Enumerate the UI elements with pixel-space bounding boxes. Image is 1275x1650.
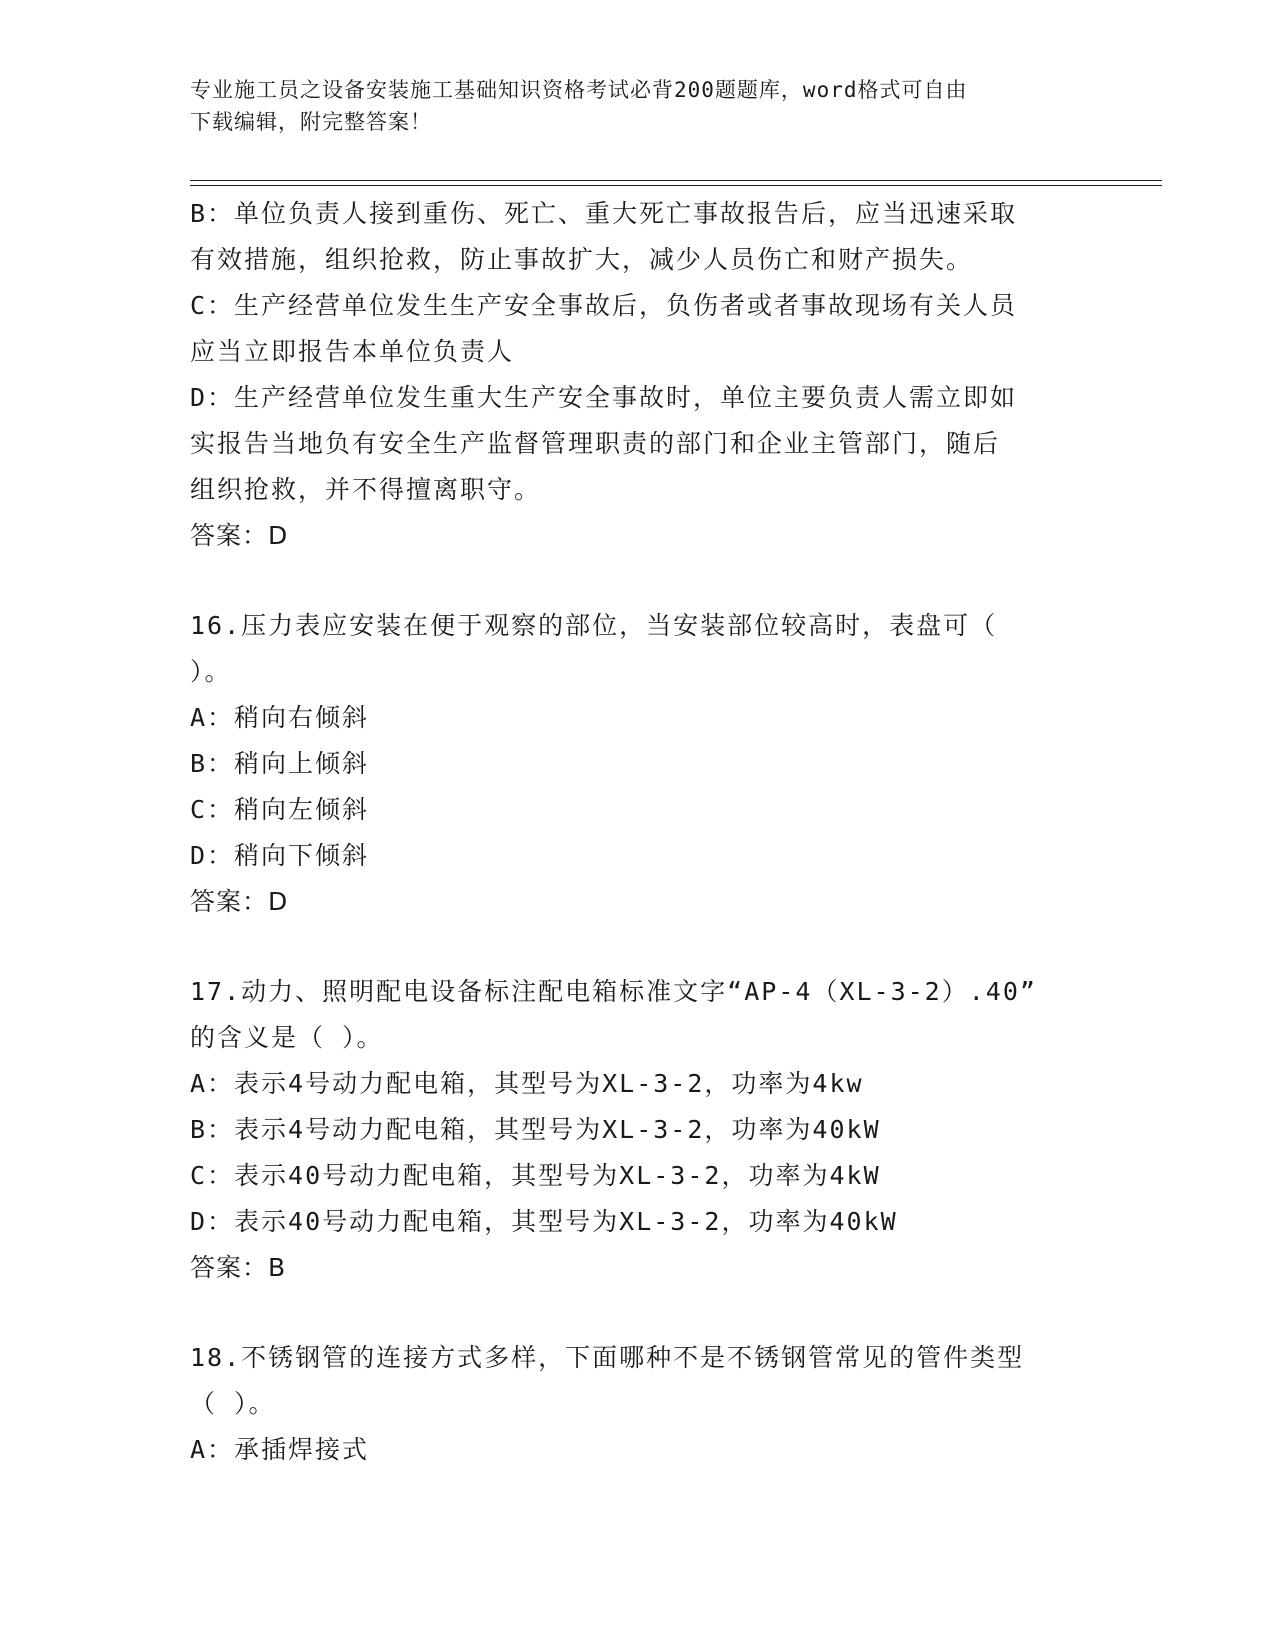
header-divider-bottom bbox=[190, 185, 1162, 186]
question-spacer bbox=[190, 925, 1090, 969]
question-stem-line-2: （ ）。 bbox=[190, 1389, 276, 1418]
option-b: B：稍向上倾斜 bbox=[190, 749, 370, 778]
header-line-2: 下载编辑，附完整答案！ bbox=[190, 110, 432, 134]
question-stem-line-1: 16.压力表应安装在便于观察的部位，当安装部位较高时，表盘可（ bbox=[190, 611, 998, 640]
option-d: D：稍向下倾斜 bbox=[190, 841, 370, 870]
question-stem-line-2: 的含义是（ ）。 bbox=[190, 1023, 384, 1052]
option-c: C：稍向左倾斜 bbox=[190, 795, 370, 824]
question-stem-line-1: 18.不锈钢管的连接方式多样，下面哪种不是不锈钢管常见的管件类型 bbox=[190, 1343, 1025, 1372]
option-a: A：稍向右倾斜 bbox=[190, 703, 370, 732]
answer-label: 答案：D bbox=[190, 887, 289, 916]
question-spacer bbox=[190, 559, 1090, 603]
header-line-1: 专业施工员之设备安装施工基础知识资格考试必背200题题库，word格式可自由 bbox=[190, 78, 968, 102]
option-a: A：承插焊接式 bbox=[190, 1435, 370, 1464]
answer-label: 答案：B bbox=[190, 1253, 287, 1282]
option-d-line-1: D：生产经营单位发生重大生产安全事故时，单位主要负责人需立即如 bbox=[190, 383, 1018, 412]
document-header bbox=[190, 74, 1070, 138]
option-b-line-2: 有效措施，组织抢救，防止事故扩大，减少人员伤亡和财产损失。 bbox=[190, 245, 974, 274]
header-divider-top bbox=[190, 180, 1162, 181]
option-d: D：表示40号动力配电箱，其型号为XL-3-2，功率为40kW bbox=[190, 1207, 898, 1236]
option-d-line-2: 实报告当地负有安全生产监督管理职责的部门和企业主管部门，随后 bbox=[190, 429, 1001, 458]
question-stem-line-1: 17.动力、照明配电设备标注配电箱标准文字“AP-4（XL-3-2）.40” bbox=[190, 977, 1037, 1006]
question-18 bbox=[190, 1335, 1090, 1473]
question-spacer bbox=[190, 1291, 1090, 1335]
question-list bbox=[190, 191, 1090, 1473]
option-c-line-1: C：生产经营单位发生生产安全事故后，负伤者或者事故现场有关人员 bbox=[190, 291, 1018, 320]
question-15-continued bbox=[190, 191, 1090, 559]
option-b: B：表示4号动力配电箱，其型号为XL-3-2，功率为40kW bbox=[190, 1115, 881, 1144]
option-d-line-3: 组织抢救，并不得擅离职守。 bbox=[190, 475, 542, 504]
option-a: A：表示4号动力配电箱，其型号为XL-3-2，功率为4kw bbox=[190, 1069, 864, 1098]
option-c: C：表示40号动力配电箱，其型号为XL-3-2，功率为4kW bbox=[190, 1161, 881, 1190]
question-17 bbox=[190, 969, 1090, 1291]
option-c-line-2: 应当立即报告本单位负责人 bbox=[190, 337, 515, 366]
question-16 bbox=[190, 603, 1090, 925]
question-stem-line-2: ）。 bbox=[190, 657, 232, 686]
answer-label: 答案：D bbox=[190, 521, 289, 550]
option-b-line-1: B：单位负责人接到重伤、死亡、重大死亡事故报告后，应当迅速采取 bbox=[190, 199, 1018, 228]
